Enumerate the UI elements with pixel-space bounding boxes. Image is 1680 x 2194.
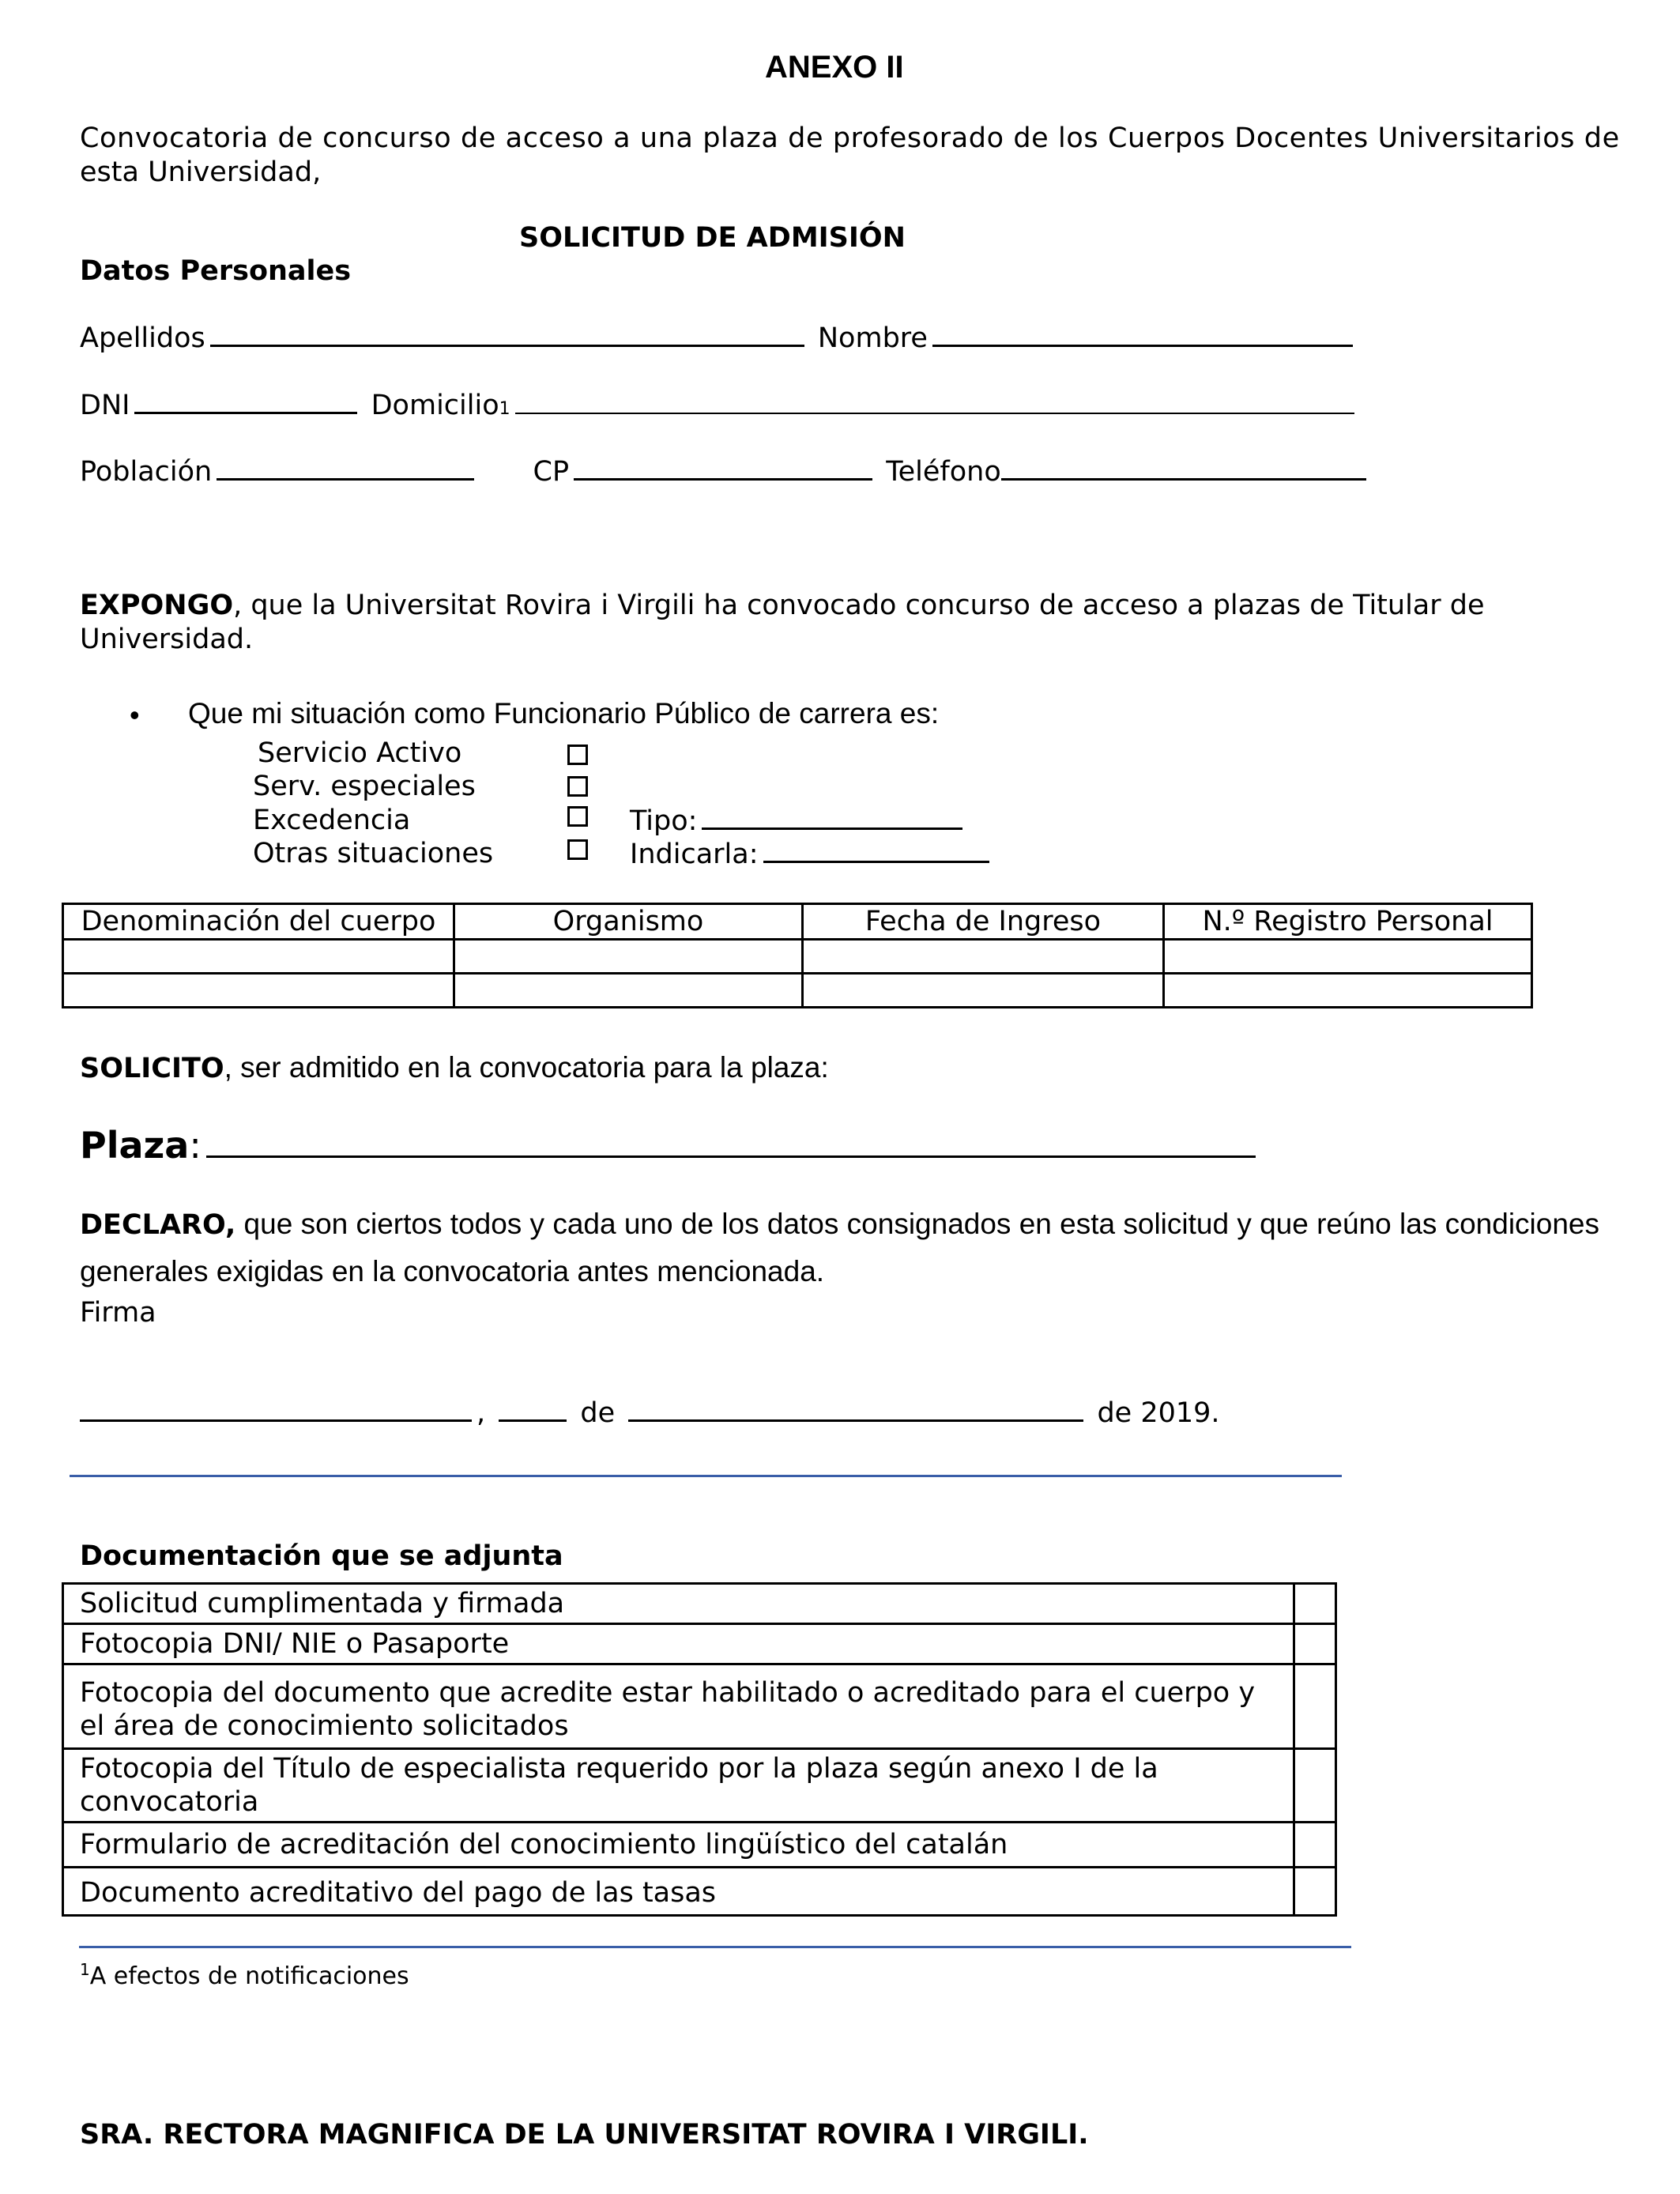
nombre-label: Nombre xyxy=(817,322,928,354)
doc-item-label: Solicitud cumplimentada y firmada xyxy=(63,1584,1294,1624)
plaza-row xyxy=(80,1124,1260,1167)
registry-cell[interactable] xyxy=(63,940,454,974)
dni-row xyxy=(80,388,1359,426)
option-servicio-activo: Servicio Activo xyxy=(258,737,462,769)
table-row xyxy=(63,940,1532,974)
registry-cell[interactable] xyxy=(803,974,1164,1008)
dni-label: DNI xyxy=(80,390,130,421)
telefono-label: Teléfono xyxy=(886,456,1001,488)
footnote-mark: 1 xyxy=(80,1960,90,1979)
table-row xyxy=(63,1664,1336,1749)
indicarla-row xyxy=(630,837,994,871)
doc-item-label: Documento acreditativo del pago de las tasas xyxy=(63,1868,1294,1916)
separator-line xyxy=(70,1475,1342,1477)
table-row xyxy=(63,1868,1336,1916)
solicito-paragraph xyxy=(80,1051,829,1085)
documentation-table xyxy=(62,1582,1337,1917)
poblacion-field[interactable] xyxy=(217,454,474,481)
domicilio-label: Domicilio xyxy=(371,390,499,421)
doc-item-checkbox[interactable] xyxy=(1294,1868,1336,1916)
expongo-paragraph xyxy=(80,589,1485,622)
plaza-colon: : xyxy=(189,1124,202,1167)
date-line xyxy=(80,1396,1220,1430)
declaro-paragraph xyxy=(80,1208,1599,1242)
checkbox-servicio-activo[interactable] xyxy=(567,745,588,765)
date-comma: , xyxy=(477,1397,486,1429)
registry-header-registro: N.º Registro Personal xyxy=(1164,904,1532,940)
doc-item-checkbox[interactable] xyxy=(1294,1664,1336,1749)
doc-item-label: Fotocopia del documento que acredite estar habilitado o acreditado para el cuerpo y el área de conocimiento solicitados xyxy=(63,1664,1294,1749)
tipo-row xyxy=(630,804,967,838)
apellidos-field[interactable] xyxy=(210,321,804,347)
footnote-text: A efectos de notificaciones xyxy=(89,1962,409,1990)
doc-item-checkbox[interactable] xyxy=(1294,1584,1336,1624)
registry-header-organismo: Organismo xyxy=(454,904,803,940)
registry-cell[interactable] xyxy=(454,974,803,1008)
registry-cell[interactable] xyxy=(1164,974,1532,1008)
registry-cell[interactable] xyxy=(803,940,1164,974)
tipo-label: Tipo: xyxy=(630,805,698,837)
option-otras-situaciones: Otras situaciones xyxy=(253,838,494,869)
cp-field[interactable] xyxy=(574,454,872,481)
dni-field[interactable] xyxy=(134,388,357,414)
plaza-label: Plaza xyxy=(80,1124,190,1167)
poblacion-label: Población xyxy=(80,456,213,488)
intro-text-cont: esta Universidad, xyxy=(80,156,322,188)
option-excedencia: Excedencia xyxy=(253,805,411,836)
expongo-text: , que la Universitat Rovira i Virgili ha convocado concurso de acceso a plazas de Titular de xyxy=(233,590,1485,621)
telefono-field[interactable] xyxy=(1001,454,1366,481)
checkbox-serv-especiales[interactable] xyxy=(567,776,588,797)
cp-label: CP xyxy=(533,456,570,488)
month-field[interactable] xyxy=(628,1396,1083,1422)
poblacion-row xyxy=(80,454,1371,488)
registry-cell[interactable] xyxy=(1164,940,1532,974)
doc-item-checkbox[interactable] xyxy=(1294,1823,1336,1868)
option-serv-especiales: Serv. especiales xyxy=(253,771,476,802)
table-row xyxy=(63,1624,1336,1664)
indicarla-label: Indicarla: xyxy=(630,839,759,870)
registry-cell[interactable] xyxy=(454,940,803,974)
date-de-label: de xyxy=(580,1397,616,1429)
form-title: SOLICITUD DE ADMISIÓN xyxy=(519,222,906,254)
registry-table xyxy=(62,903,1533,1008)
footnote-separator xyxy=(79,1946,1351,1948)
solicito-text: , ser admitido en la convocatoria para la plaza: xyxy=(224,1051,829,1084)
table-row xyxy=(63,1584,1336,1624)
registry-header-row xyxy=(63,904,1532,940)
table-row xyxy=(63,1823,1336,1868)
apellidos-row xyxy=(80,321,1358,355)
page-title: ANEXO II xyxy=(765,50,904,85)
registry-header-fecha: Fecha de Ingreso xyxy=(803,904,1164,940)
doc-item-label: Fotocopia DNI/ NIE o Pasaporte xyxy=(63,1624,1294,1664)
bullet-icon: • xyxy=(130,699,140,731)
apellidos-label: Apellidos xyxy=(80,322,205,354)
table-row xyxy=(63,1749,1336,1823)
plaza-field[interactable] xyxy=(206,1127,1256,1158)
intro-text: Convocatoria de concurso de acceso a una plaza de profesorado de los Cuerpos Docentes Universitarios de xyxy=(80,123,1620,154)
personal-data-heading: Datos Personales xyxy=(80,255,352,287)
checkbox-otras-situaciones[interactable] xyxy=(567,839,588,860)
declaro-text-cont: generales exigidas en la convocatoria antes mencionada. xyxy=(80,1255,825,1287)
footnote xyxy=(80,1955,409,1991)
declaro-text: que son ciertos todos y cada uno de los datos consignados en esta solicitud y que reúno las condiciones xyxy=(235,1208,1600,1240)
documentation-heading: Documentación que se adjunta xyxy=(80,1540,563,1572)
doc-item-checkbox[interactable] xyxy=(1294,1749,1336,1823)
day-field[interactable] xyxy=(499,1396,567,1422)
checkbox-excedencia[interactable] xyxy=(567,806,588,827)
doc-item-label: Fotocopia del Título de especialista requerido por la plaza según anexo I de la convocatoria xyxy=(63,1749,1294,1823)
declaro-label: DECLARO, xyxy=(80,1209,236,1241)
domicilio-footnote-mark: 1 xyxy=(499,399,510,419)
domicilio-field[interactable] xyxy=(515,389,1354,414)
firma-label: Firma xyxy=(80,1297,156,1329)
expongo-text-cont: Universidad. xyxy=(80,624,254,655)
solicito-label: SOLICITO xyxy=(80,1053,224,1084)
doc-item-label: Formulario de acreditación del conocimiento lingüístico del catalán xyxy=(63,1823,1294,1868)
place-field[interactable] xyxy=(80,1396,472,1422)
registry-header-denominacion: Denominación del cuerpo xyxy=(63,904,454,940)
date-year-label: de 2019. xyxy=(1097,1397,1220,1429)
indicarla-field[interactable] xyxy=(763,837,989,863)
doc-item-checkbox[interactable] xyxy=(1294,1624,1336,1664)
nombre-field[interactable] xyxy=(932,321,1353,347)
expongo-label: EXPONGO xyxy=(80,590,234,621)
situation-text: Que mi situación como Funcionario Público de carrera es: xyxy=(188,697,940,729)
registry-cell[interactable] xyxy=(63,974,454,1008)
addressee: SRA. RECTORA MAGNIFICA DE LA UNIVERSITAT ROVIRA I VIRGILI. xyxy=(80,2119,1089,2151)
tipo-field[interactable] xyxy=(702,804,962,830)
table-row xyxy=(63,974,1532,1008)
